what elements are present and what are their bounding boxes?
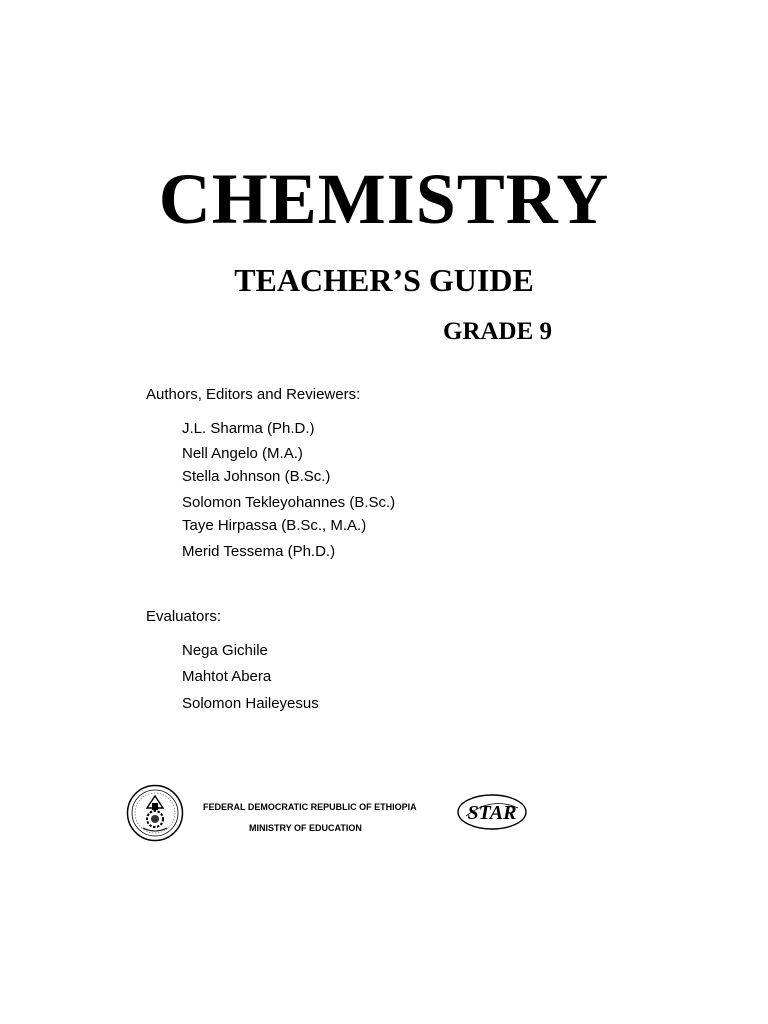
author-name: Stella Johnson (B.Sc.): [182, 468, 331, 485]
evaluator-name: Nega Gichile: [182, 642, 268, 659]
evaluator-name: Mahtot Abera: [182, 668, 272, 685]
document-title: CHEMISTRY: [158, 159, 610, 239]
author-name: J.L. Sharma (Ph.D.): [182, 420, 315, 437]
author-name: Nell Angelo (M.A.): [182, 445, 303, 462]
star-logo-text: STAR: [467, 802, 517, 824]
author-name: Solomon Tekleyohannes (B.Sc.): [182, 494, 396, 511]
footer-government-line: FEDERAL DEMOCRATIC REPUBLIC OF ETHIOPIA: [203, 802, 417, 812]
star-publisher-logo-icon: [456, 792, 528, 832]
grade-label: GRADE 9: [443, 318, 553, 345]
evaluators-heading: Evaluators:: [146, 608, 222, 625]
footer-ministry-line: MINISTRY OF EDUCATION: [249, 823, 362, 833]
ethiopia-emblem-seal-icon: [126, 784, 184, 842]
evaluator-name: Solomon Haileyesus: [182, 695, 319, 712]
authors-heading: Authors, Editors and Reviewers:: [146, 386, 361, 403]
document-subtitle: TEACHER’S GUIDE: [234, 262, 534, 298]
author-name: Taye Hirpassa (B.Sc., M.A.): [182, 517, 367, 534]
author-name: Merid Tessema (Ph.D.): [182, 543, 336, 560]
